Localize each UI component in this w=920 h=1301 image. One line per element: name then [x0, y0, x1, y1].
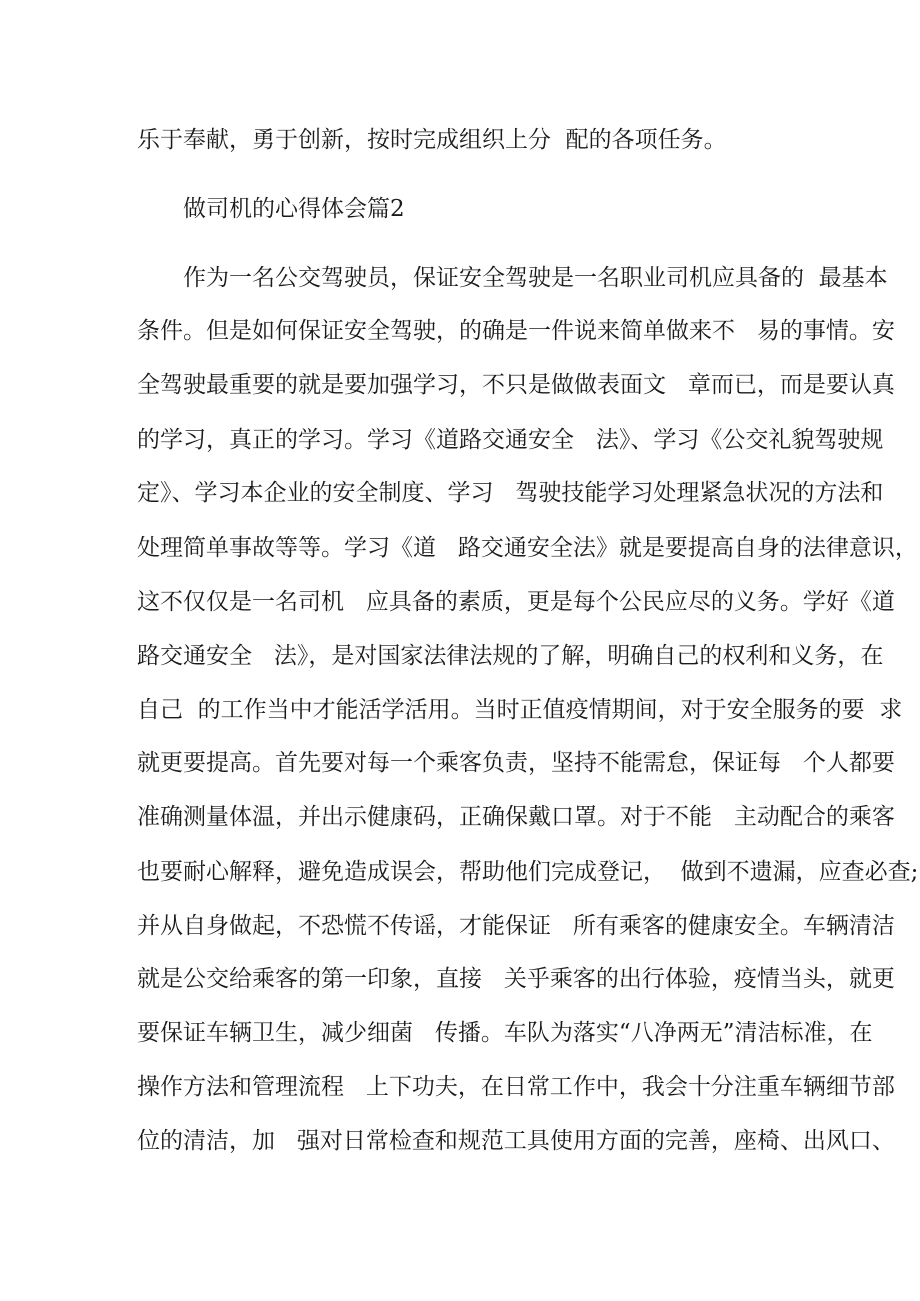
text-line: 处理简单事故等等。学习《道 路交通安全法》就是要提高自身的法律意识，: [137, 535, 918, 561]
text-line: 位的清洁，加 强对日常检查和规范工具使用方面的完善，座椅、出风口、: [137, 1128, 895, 1154]
text-line: 就是公交给乘客的第一印象，直接 关乎乘客的出行体验，疫情当头，就更: [137, 966, 895, 992]
text-line: 定》、学习本企业的安全制度、学习 驾驶技能学习处理紧急状况的方法和: [137, 480, 884, 506]
text-line: 路交通安全 法》，是对国家法律法规的了解，明确自己的权利和义务，在: [137, 643, 884, 669]
text-line: 要保证车辆卫生，减少细菌 传播。车队为落实“八净两无”清洁标准，在: [137, 1020, 873, 1046]
text-line: 自己 的工作当中才能活学活用。当时正值疫情期间，对于安全服务的要 求: [137, 697, 903, 723]
text-line: 并从自身做起，不恐慌不传谣，才能保证 所有乘客的健康安全。车辆清洁: [137, 913, 895, 939]
text-line: 的学习，真正的学习。学习《道路交通安全 法》、学习《公交礼貌驾驶规: [137, 427, 884, 453]
paragraph-first-line: 作为一名公交驾驶员，保证安全驾驶是一名职业司机应具备的 最基本: [183, 265, 888, 291]
text-line: 操作方法和管理流程 上下功夫，在日常工作中，我会十分注重车辆细节部: [137, 1074, 895, 1100]
text-line: 这不仅仅是一名司机 应具备的素质，更是每个公民应尽的义务。学好《道: [137, 589, 895, 615]
text-line: 准确测量体温，并出示健康码，正确保戴口罩。对于不能 主动配合的乘客: [137, 804, 895, 830]
text-line: 乐于奉献，勇于创新，按时完成组织上分 配的各项任务。: [137, 127, 727, 153]
text-line: 也要耐心解释，避免造成误会，帮助他们完成登记， 做到不遗漏，应查必查;: [137, 859, 919, 885]
section-heading: 做司机的心得体会篇2: [183, 196, 405, 222]
text-line: 全驾驶最重要的就是要加强学习，不只是做做表面文 章而已，而是要认真: [137, 372, 895, 398]
text-line: 就更要提高。首先要对每一个乘客负责，坚持不能需怠，保证每 个人都要: [137, 750, 895, 776]
text-line: 条件。但是如何保证安全驾驶，的确是一件说来简单做来不 易的事情。安: [137, 318, 895, 344]
